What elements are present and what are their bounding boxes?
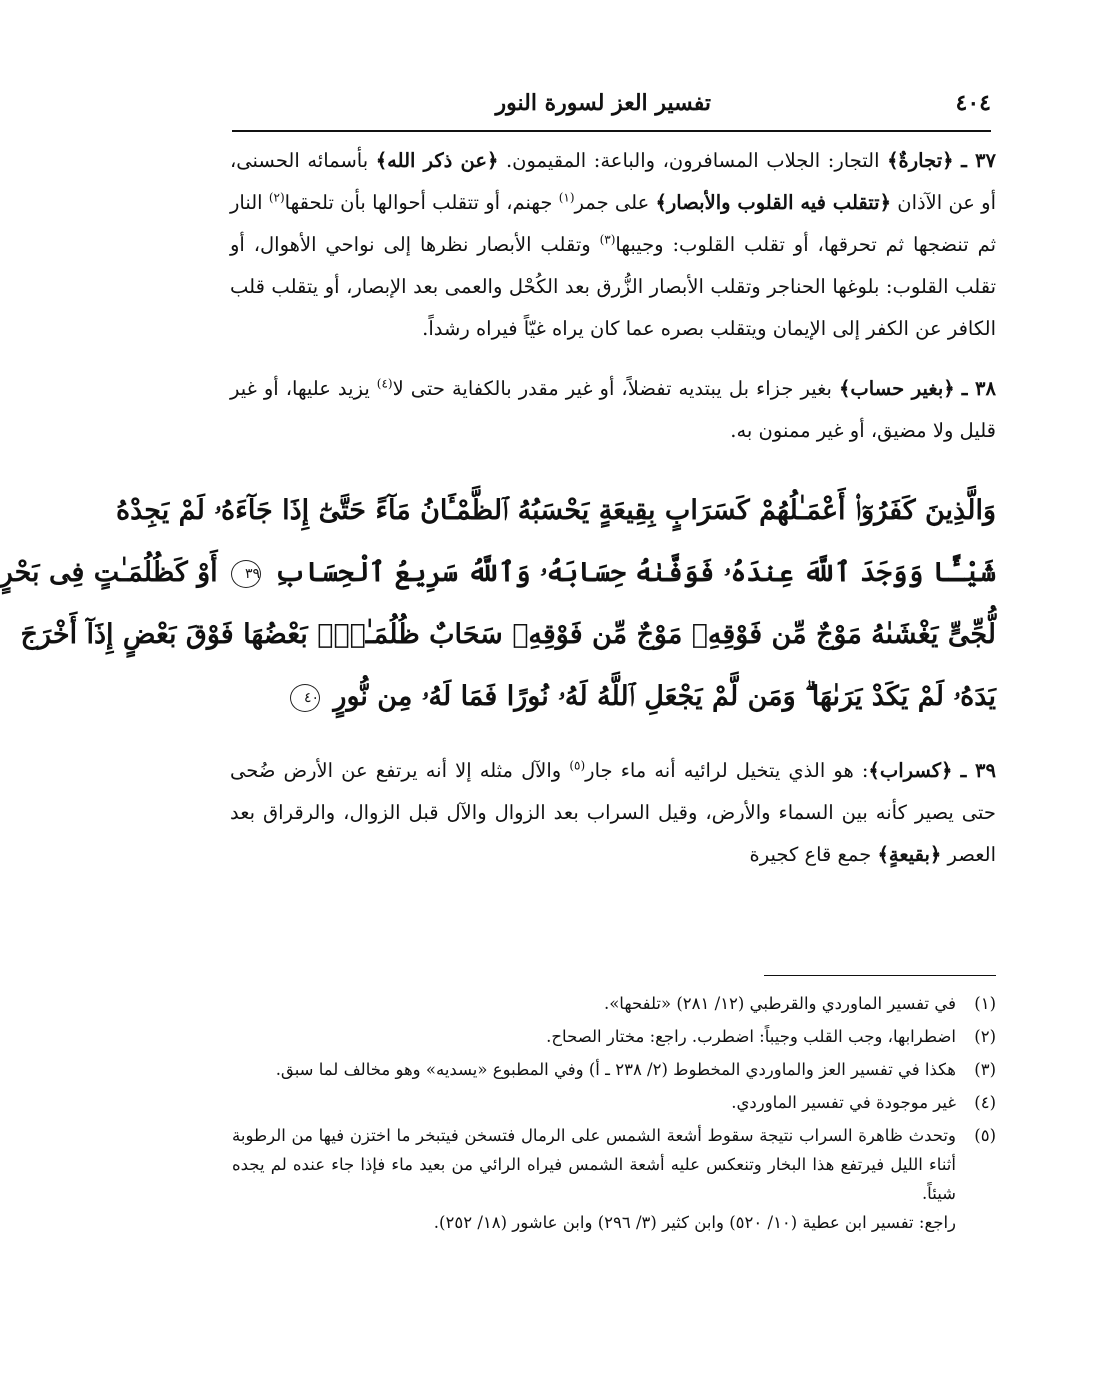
footnote-number: (١)	[974, 994, 996, 1013]
paragraph-text: على جمر	[574, 191, 656, 214]
footnotes	[232, 985, 996, 1237]
ayah-end-marker: ٣٩	[231, 560, 261, 588]
verse-line	[230, 666, 996, 728]
paragraph-text: بغير جزاء بل يبتديه تفضلاً، أو غير مقدر بالكفاية حتى لا	[392, 377, 839, 400]
verse-number: ٣٨ ـ	[961, 377, 996, 400]
quran-keyword: ﴿تتقلب فيه القلوب والأبصار﴾	[655, 191, 892, 214]
paragraph-text: يزيد عليها، أو غير قليل ولا مضيق، أو غير ممنون به.	[230, 377, 996, 442]
commentary-paragraph-37	[230, 140, 996, 350]
paragraph-text: التجار: الجلاب المسافرون، والباعة: المقيمون.	[498, 149, 888, 172]
verse-number: ٣٧ ـ	[961, 149, 996, 172]
footnote-text: هكذا في تفسير العز والماوردي المخطوط (٢/ ٢٣٨ ـ أ) وفي المطبوع «يسديه» وهو مخالف لما سبق.	[275, 1060, 956, 1079]
verse-text: أَوْ كَظُلُمَـٰتٍ فِى بَحْرٍ	[0, 557, 218, 588]
footnote-text: وتحدث ظاهرة السراب نتيجة سقوط أشعة الشمس على الرمال فتسخن فيتبخر ما اختزن فيها من الرطوبة أثناء الليل فيرتفع هذا البخار وتنعكس عليه أشعة الشمس فيراه الرائي من بعيد ماء فإذا جاء عنده لم يجده شيئاً.	[232, 1126, 956, 1203]
verse-line: لُّجِّىٍّ يَغْشَىٰهُ مَوْجٌ مِّن فَوْقِهِۦ مَوْجٌ مِّن فَوْقِهِۦ سَحَابٌ ظُلُمَـٰتٌۢ بَعْضُهَا فَوْقَ بَعْضٍ إِذَآ أَخْرَجَ	[20, 619, 996, 650]
paragraph-text: جمع قاع كجيرة	[749, 843, 878, 866]
footnote-item	[232, 1088, 996, 1117]
quran-verse-block	[0, 480, 996, 728]
footnote-item	[232, 989, 996, 1018]
commentary-paragraph-38	[230, 368, 996, 452]
verse-text: شَيْـًٔا وَوَجَدَ ٱللَّهَ عِندَهُۥ فَوَفَّىٰهُ حِسَابَهُۥ وَٱللَّهُ سَرِيعُ ٱلْحِسَابِ	[274, 557, 996, 588]
verse-text: يَدَهُۥ لَمْ يَكَدْ يَرَىٰهَا ۗ وَمَن لَّمْ يَجْعَلِ ٱللَّهُ لَهُۥ نُورًا فَمَا لَهُۥ مِن نُّورٍ	[333, 681, 996, 712]
quran-keyword: ﴿بقيعةٍ﴾	[877, 843, 942, 866]
verse-number: ٣٩ ـ	[960, 759, 996, 782]
commentary-paragraph-39	[230, 750, 996, 876]
paragraph-text: والآل مثله إلا أنه يرتفع عن الأرض ضُحى حتى يصير كأنه بين السماء والأرض، وقيل السراب بعد الزوال والآل قبل الزوال، والرقراق بعد العصر	[230, 759, 996, 866]
footnote-text: غير موجودة في تفسير الماوردي.	[731, 1093, 956, 1112]
footnote-ref: (٢)	[268, 190, 285, 205]
footnote-reference: راجع: تفسير ابن عطية (١٠/ ٥٢٠) وابن كثير (٣/ ٢٩٦) وابن عاشور (١٨/ ٢٥٢).	[433, 1213, 956, 1232]
footnote-text: اضطرابها، وجب القلب وجيباً: اضطرب. راجع: مختار الصحاح.	[546, 1027, 956, 1046]
footnote-ref: (٤)	[376, 376, 393, 391]
paragraph-text: : هو الذي يتخيل لرائيه أنه ماء جار	[585, 759, 869, 782]
footnote-separator	[764, 975, 996, 976]
footnote-item	[232, 1022, 996, 1051]
footnote-item	[232, 1121, 996, 1208]
header-rule	[232, 130, 991, 132]
verse-line: وَالَّذِينَ كَفَرُوٓا۟ أَعْمَـٰلُهُمْ كَسَرَابٍ بِقِيعَةٍ يَحْسَبُهُ ٱلظَّمْـَٔانُ مَآءً حَتَّىٰٓ إِذَا جَآءَهُۥ لَمْ يَجِدْهُ	[115, 495, 996, 526]
paragraph-text: بأسمائه الحسنى، أو عن الآذان	[230, 149, 997, 214]
footnote-text: في تفسير الماوردي والقرطبي (١٢/ ٢٨١) «تلفحها».	[603, 994, 956, 1013]
quran-keyword: ﴿تجارةٌ﴾	[887, 149, 954, 172]
page-title: تفسير العز لسورة النور	[495, 90, 711, 116]
footnote-number: (٤)	[974, 1093, 996, 1112]
quran-keyword: ﴿عن ذكر الله﴾	[375, 149, 499, 172]
ayah-end-marker: ٤٠	[290, 684, 320, 712]
footnote-number: (٣)	[974, 1060, 996, 1079]
page-number: ٤٠٤	[955, 90, 991, 116]
quran-keyword: ﴿بغير حساب﴾	[839, 377, 955, 400]
footnote-number: (٥)	[974, 1126, 996, 1145]
footnote-ref: (٥)	[569, 758, 586, 773]
paragraph-text: جهنم، أو تتقلب أحوالها بأن تلحقها	[284, 191, 559, 214]
paragraph-text: وتقلب الأبصار نظرها إلى نواحي الأهوال، أو تقلب القلوب: بلوغها الحناجر وتقلب الأبصار الزُّرق بعد الكُحْل والعمى بعد الإبصار، أو يتقلب قلب الكافر عن الكفر إلى الإيمان ويتقلب بصره عما كان يراه غيّاً فيراه رشداً.	[230, 233, 996, 340]
paragraph-text: النار ثم تنضجها ثم تحرقها، أو تقلب القلوب: وجيبها	[230, 191, 996, 256]
footnote-ref: (١)	[558, 190, 575, 205]
main-content	[0, 140, 997, 876]
footnote-item	[232, 1055, 996, 1084]
quran-keyword: ﴿كسراب﴾	[868, 759, 953, 782]
verse-line	[0, 542, 996, 604]
footnote-ref: (٣)	[599, 232, 616, 247]
page-header	[232, 86, 991, 126]
footnote-number: (٢)	[974, 1027, 996, 1046]
